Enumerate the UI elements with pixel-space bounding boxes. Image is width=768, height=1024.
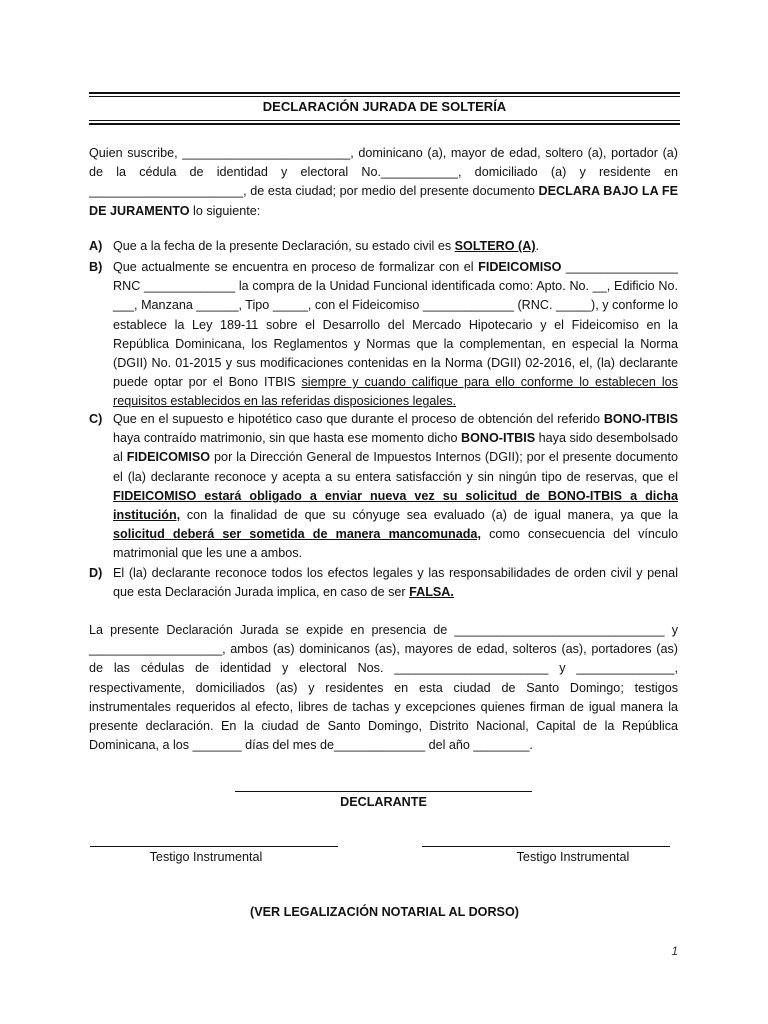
witness2-signature-line	[422, 846, 670, 847]
clause-b-label: B)	[89, 260, 103, 274]
notarial-note: (VER LEGALIZACIÓN NOTARIAL AL DORSO)	[250, 905, 519, 919]
clause-c-label: C)	[89, 412, 103, 426]
clause-b-text: Que actualmente se encuentra en proceso de formalizar con el FIDEICOMISO ________________ RNC _____________ la compra de la Unidad Funcional identificada como: Apto. No. __, Edificio No. ___, Manzana ______, Tipo _____, con el Fideicomiso _____________ (RNC. _____), y conforme lo establece la Ley 189-11 sobre el Desarrollo del Mercado Hipotecario y el Fideicomiso en la República Dominicana, los Reglamentos y Normas que la complementan, en especial la Norma (DGII) No. 01-2015 y sus modificaciones contenidas en la Norma (DGII) 02-2016, el, (la) declarante puede optar por el Bono ITBIS siempre y cuando califique para ello conforme lo establecen los requisitos establecidos en las referidas disposiciones legales.	[113, 260, 678, 409]
closing-paragraph: La presente Declaración Jurada se expide en presencia de ______________________________ y ___________________, ambos (as) dominicanos (as), mayores de edad, solteros (as), portadores (as) de las cédulas de identidad y electoral Nos. ______________________ y ______________, respectivamente, domiciliados (as) y residentes en esta ciudad de Santo Domingo; testigos instrumentales requeridos al efecto, libres de tachas y excepciones quienes firman de igual manera la presente declaración. En la ciudad de Santo Domingo, Distrito Nacional, Capital de la República Dominicana, a los _______ días del mes de_____________ del año ________.	[89, 623, 678, 753]
clause-d-label: D)	[89, 566, 103, 580]
clause-a-label: A)	[89, 239, 103, 253]
intro-paragraph: Quien suscribe, ________________________, dominicano (a), mayor de edad, soltero (a), portador (a) de la cédula de identidad y electoral No.___________, domiciliado (a) y residente en ______________________, de esta ciudad; por medio del presente documento DECLARA BAJO LA FE DE JURAMENTO lo siguiente:	[89, 146, 678, 218]
clause-a-text: Que a la fecha de la presente Declaración, su estado civil es SOLTERO (A).	[113, 239, 540, 253]
witness2-label: Testigo Instrumental	[516, 850, 630, 864]
clause-d-text: El (la) declarante reconoce todos los efectos legales y las responsabilidades de orden civil y penal que esta Declaración Jurada implica, en caso de ser FALSA.	[113, 566, 678, 600]
title-rule-2	[89, 123, 680, 125]
declarant-label: DECLARANTE	[340, 795, 427, 809]
witness1-label: Testigo Instrumental	[149, 850, 263, 864]
witness1-signature-line	[90, 846, 338, 847]
declarant-signature-line	[235, 791, 532, 792]
page-number: 1	[671, 944, 678, 958]
document-title: DECLARACIÓN JURADA DE SOLTERÍA	[262, 99, 507, 114]
clause-c-text: Que en el supuesto e hipotético caso que durante el proceso de obtención del referido BONO-ITBIS haya contraído matrimonio, sin que hasta ese momento dicho BONO-ITBIS haya sido desembolsado al FIDEICOMISO por la Dirección General de Impuestos Internos (DGII); por el presente documento el (la) declarante reconoce y acepta a su entera satisfacción y sin ningún tipo de reservas, que el FIDEICOMISO estará obligado a enviar nueva vez su solicitud de BONO-ITBIS a dicha institución, con la finalidad de que su cónyuge sea evaluado (a) de igual manera, ya que la solicitud deberá ser sometida de manera mancomunada, como consecuencia del vínculo matrimonial que les une a ambos.	[113, 412, 678, 561]
top-rule-1	[89, 92, 680, 94]
title-rule-1	[89, 120, 680, 121]
